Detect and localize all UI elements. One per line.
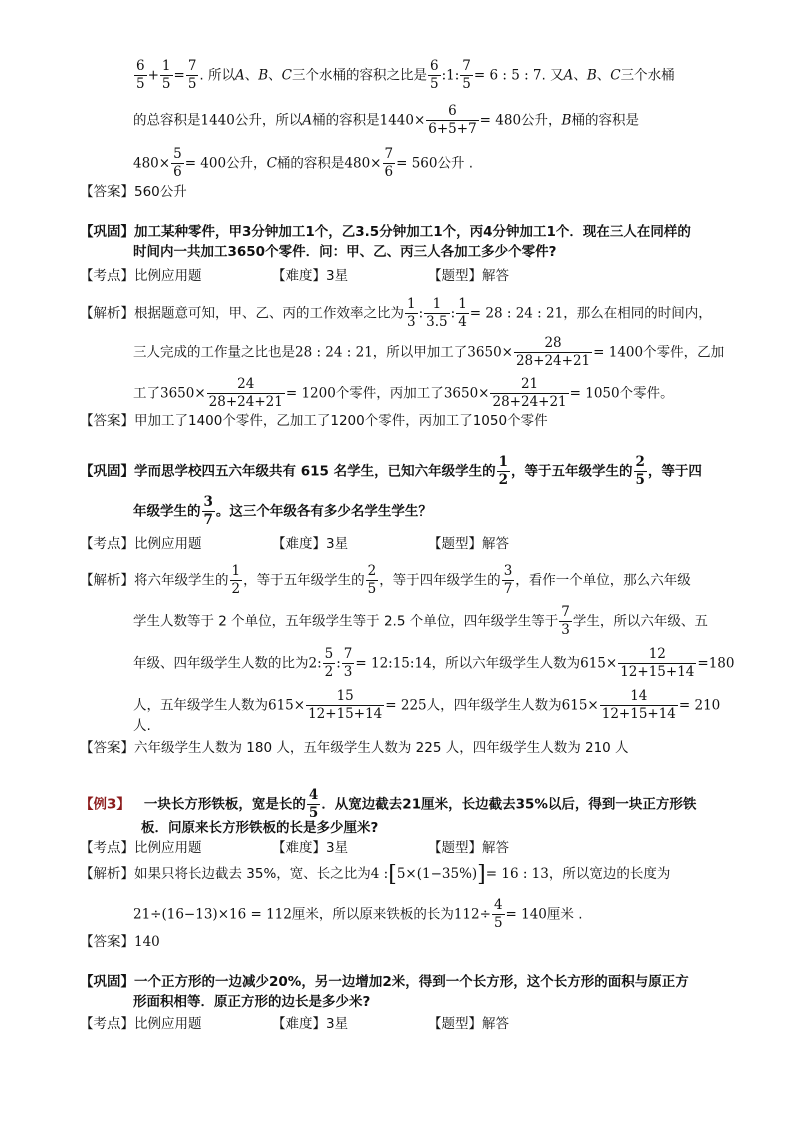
- s2-question-line2: 时间内一共加工3650个零件．问：甲、乙、丙三人各加工多少个零件?: [133, 244, 557, 260]
- fraction: $\frac{6}{6+5+7}$: [428, 103, 477, 137]
- answer-label: 【答案】: [80, 184, 134, 200]
- fraction: $\frac{7}{5}$: [462, 58, 471, 92]
- s3-question-line1: 【巩固】学而思学校四五六年级共有 615 名学生，已知六年级学生的 $\frac{1}{2}$ ，等于五年级学生的 $\frac{2}{5}$ ，等于四: [80, 454, 702, 488]
- s2-analysis-line1: 【解析】根据题意可知，甲、乙、丙的工作效率之比为 $\frac{1}{3}$ : $\frac{1}{3.5}$ : $\frac{1}{4}$ = 28 : 24 : 21，那么在相同的时间内，: [80, 296, 712, 330]
- s5-meta: 【考点】比例应用题: [80, 1016, 202, 1032]
- fraction: $\frac{1}{5}$: [161, 58, 171, 92]
- s3-analysis-line1: 【解析】将六年级学生的 $\frac{1}{2}$ ，等于五年级学生的 $\frac{2}{5}$ ，等于四年级学生的 $\frac{3}{7}$ ，看作一个单位，那么六年级: [80, 563, 691, 597]
- s3-meta-type: 【题型】解答: [428, 536, 509, 552]
- fraction: $\frac{7}{6}$: [384, 146, 394, 180]
- example-label: 【例3】: [80, 796, 130, 813]
- s4-meta-type: 【题型】解答: [428, 840, 509, 856]
- s3-question-line2: 年级学生的 $\frac{3}{7}$ 。这三个年级各有多少名学生学生？: [133, 494, 432, 528]
- s2-meta-difficulty: 【难度】3星: [272, 268, 349, 284]
- s3-meta-difficulty: 【难度】3星: [272, 536, 349, 552]
- s2-answer: 【答案】甲加工了1400个零件，乙加工了1200个零件，丙加工了1050个零件: [80, 413, 548, 429]
- s3-analysis-line3: 年级、四年级学生人数的比为2: $\frac{5}{2}$ : $\frac{7}{3}$ = 12:15:14，所以六年级学生人数为615× $\frac{12}{12+15+14}$ =180: [133, 646, 735, 680]
- s2-analysis-line3: 工了3650× $\frac{24}{28+24+21}$ = 1200个零件，丙加工了3650× $\frac{21}{28+24+21}$ = 1050个零件。: [133, 376, 674, 410]
- s4-question-line1: 【例3】 一块长方形铁板，宽是长的 $\frac{4}{5}$ ．从宽边截去21厘米，长边截去35%以后，得到一块正方形铁: [80, 787, 697, 821]
- gonggu-label: 【巩固】: [80, 224, 134, 240]
- s5-meta-type: 【题型】解答: [428, 1016, 509, 1032]
- s3-analysis-line4: 人，五年级学生人数为615× $\frac{15}{12+15+14}$ = 225人，四年级学生人数为615× $\frac{14}{12+15+14}$ = 210: [133, 688, 721, 722]
- s2-meta-type: 【题型】解答: [428, 268, 509, 284]
- s1-line3: 480× $\frac{5}{6}$ = 400公升，C桶的容积是480× $\frac{7}{6}$ = 560公升 .: [133, 146, 474, 180]
- s3-answer: 【答案】六年级学生人数为 180 人，五年级学生人数为 225 人，四年级学生人数为 210 人: [80, 740, 629, 756]
- s1-line2: 的总容积是1440公升，所以A桶的容积是1440× $\frac{6}{6+5+7}$ = 480公升，B桶的容积是: [133, 103, 639, 137]
- s5-meta-difficulty: 【难度】3星: [272, 1016, 349, 1032]
- s4-analysis-line2: 21÷(16−13)×16 = 112厘米，所以原来铁板的长为112÷ $\frac{4}{5}$ = 140厘米 .: [133, 897, 583, 931]
- s1-line1: $\frac{6}{5}$ + $\frac{1}{5}$ = $\frac{7}{5}$ . 所以A、B、C三个水桶的容积之比是 $\frac{6}{5}$ :1: $\frac{7}{5}$ = 6 : 5 : 7. 又A、B、C三个水桶: [136, 58, 675, 92]
- s5-question-line1: 【巩固】一个正方形的一边减少20%，另一边增加2米，得到一个长方形，这个长方形的面积与原正方: [80, 974, 689, 990]
- s4-answer: 【答案】140: [80, 934, 160, 950]
- s5-question-line2: 形面积相等．原正方形的边长是多少米?: [133, 994, 371, 1010]
- fraction: $\frac{6}{5}$: [430, 58, 439, 92]
- s4-meta-difficulty: 【难度】3星: [272, 840, 349, 856]
- s4-meta: 【考点】比例应用题: [80, 840, 202, 856]
- fraction: $\frac{5}{6}$: [173, 146, 182, 180]
- s4-question-line2: 板．问原来长方形铁板的长是多少厘米?: [141, 820, 379, 836]
- s1-answer: 【答案】560公升: [80, 184, 187, 200]
- s3-analysis-line2: 学生人数等于 2 个单位，五年级学生等于 2.5 个单位，四年级学生等于 $\frac{7}{3}$ 学生，所以六年级、五: [133, 604, 708, 638]
- s3-meta: 【考点】比例应用题: [80, 536, 202, 552]
- s2-question-line1: 【巩固】加工某种零件，甲3分钟加工1个，乙3.5分钟加工1个，丙4分钟加工1个．现在三人在同样的: [80, 224, 691, 240]
- s4-analysis-line1: 【解析】如果只将长边截去 35%，宽、长之比为4 :[5×(1−35%)]= 16 : 13，所以宽边的长度为: [80, 862, 671, 887]
- s3-analysis-line5: 人.: [133, 718, 151, 734]
- fraction: $\frac{7}{5}$: [187, 58, 197, 92]
- s2-meta: 【考点】比例应用题: [80, 268, 202, 284]
- fraction: $\frac{6}{5}$: [136, 58, 145, 92]
- s2-analysis-line2: 三人完成的工作量之比也是28 : 24 : 21，所以甲加工了3650× $\frac{28}{28+24+21}$ = 1400个零件，乙加: [133, 335, 725, 369]
